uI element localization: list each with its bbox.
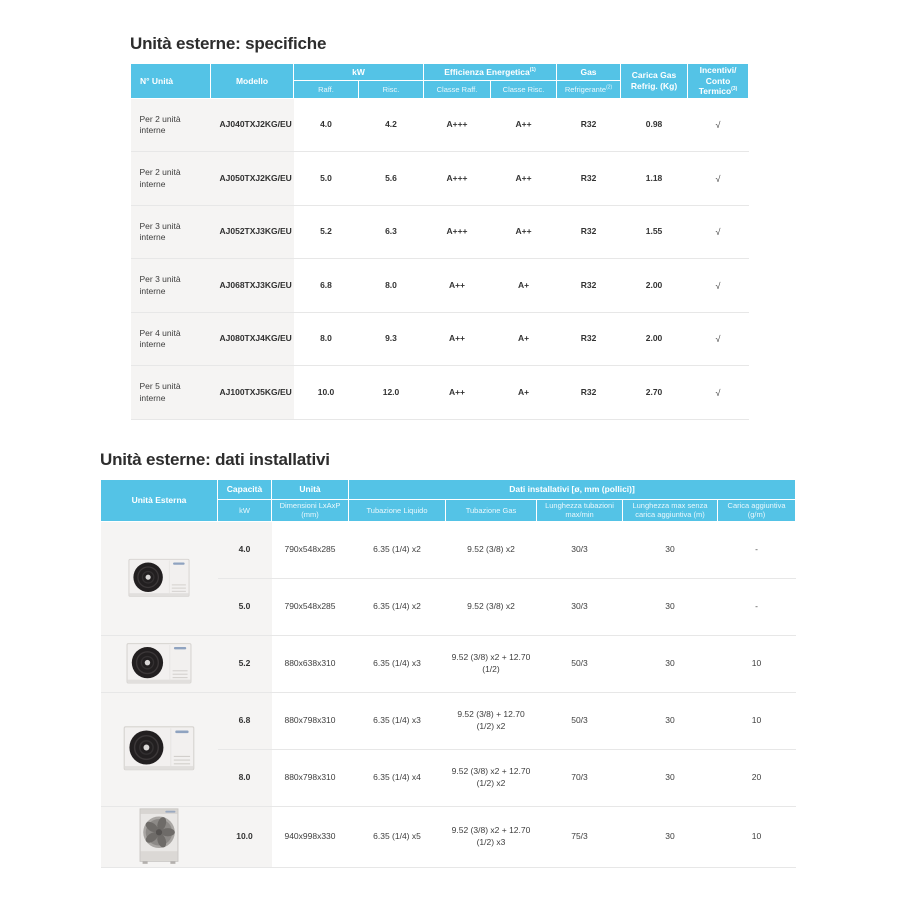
cell-dimensioni: 940x998x330 — [272, 806, 349, 867]
cell-risc: 6.3 — [359, 205, 424, 259]
cell-tubazione-gas: 9.52 (3/8) x2 + 12.70 (1/2) x3 — [446, 806, 537, 867]
cell-classe-raff: A+++ — [424, 205, 491, 259]
cell-carica: 0.98 — [621, 98, 688, 152]
cell-raff: 5.2 — [294, 205, 359, 259]
efficienza-footnote: (1) — [529, 67, 536, 74]
install-row — [101, 692, 796, 749]
spec-row — [131, 98, 749, 152]
cell-carica: 1.55 — [621, 205, 688, 259]
cell-carica-aggiuntiva: 10 — [718, 806, 796, 867]
cell-incentivi-check: √ — [688, 312, 749, 366]
cell-gas: R32 — [557, 98, 621, 152]
cell-carica-aggiuntiva: - — [718, 521, 796, 578]
cell-dimensioni: 790x548x285 — [272, 521, 349, 578]
cell-capacita: 5.2 — [218, 635, 272, 692]
cell-classe-raff: A+++ — [424, 98, 491, 152]
specs-col-modello: Modello — [211, 64, 294, 99]
specs-subcol-classe-risc: Classe Risc. — [491, 81, 557, 98]
cell-tubazione-gas: 9.52 (3/8) x2 + 12.70 (1/2) x2 — [446, 749, 537, 806]
cell-n-unita: Per 3 unità interne — [131, 205, 211, 259]
install-header — [101, 480, 796, 522]
cell-lunghezza-tubazioni: 50/3 — [537, 692, 623, 749]
install-row — [101, 521, 796, 578]
specs-table — [130, 63, 749, 420]
cell-gas: R32 — [557, 205, 621, 259]
cell-incentivi-check: √ — [688, 205, 749, 259]
cell-classe-raff: A++ — [424, 366, 491, 420]
install-section — [100, 450, 796, 868]
install-subcol-tubazione-gas: Tubazione Gas — [446, 500, 537, 522]
cell-classe-risc: A++ — [491, 98, 557, 152]
install-subcol-lunghezza-tubazioni: Lunghezza tubazioni max/min — [537, 500, 623, 522]
cell-tubazione-liquido: 6.35 (1/4) x4 — [349, 749, 446, 806]
cell-incentivi-check: √ — [688, 98, 749, 152]
install-subcol-tubazione-liquido: Tubazione Liquido — [349, 500, 446, 522]
install-subcol-dimensioni: Dimensioni LxAxP (mm) — [272, 500, 349, 522]
cell-lunghezza-max: 30 — [623, 521, 718, 578]
outdoor-unit-large-image — [101, 692, 218, 806]
cell-modello: AJ100TXJ5KG/EU — [211, 366, 294, 420]
cell-lunghezza-tubazioni: 50/3 — [537, 635, 623, 692]
cell-raff: 8.0 — [294, 312, 359, 366]
cell-carica: 2.00 — [621, 312, 688, 366]
cell-n-unita: Per 4 unità interne — [131, 312, 211, 366]
cell-classe-risc: A+ — [491, 312, 557, 366]
cell-lunghezza-tubazioni: 70/3 — [537, 749, 623, 806]
cell-raff: 10.0 — [294, 366, 359, 420]
cell-incentivi-check: √ — [688, 259, 749, 313]
cell-carica: 2.70 — [621, 366, 688, 420]
cell-modello: AJ040TXJ2KG/EU — [211, 98, 294, 152]
cell-tubazione-liquido: 6.35 (1/4) x3 — [349, 635, 446, 692]
cell-classe-raff: A+++ — [424, 152, 491, 206]
specs-subcol-raff: Raff. — [294, 81, 359, 98]
cell-lunghezza-max: 30 — [623, 749, 718, 806]
cell-incentivi-check: √ — [688, 366, 749, 420]
specs-col-kw: kW — [294, 64, 424, 81]
install-subcol-lunghezza-max: Lunghezza max senza carica aggiuntiva (m) — [623, 500, 718, 522]
cell-risc: 9.3 — [359, 312, 424, 366]
spec-row — [131, 152, 749, 206]
cell-modello: AJ050TXJ2KG/EU — [211, 152, 294, 206]
install-col-capacita: Capacità — [218, 480, 272, 500]
cell-lunghezza-tubazioni: 75/3 — [537, 806, 623, 867]
outdoor-unit-small-image — [101, 521, 218, 635]
install-col-dati-installativi: Dati installativi [ø, mm (pollici)] — [349, 480, 796, 500]
specs-col-efficienza: Efficienza Energetica$^{(1)}$ — [424, 64, 557, 81]
cell-tubazione-gas: 9.52 (3/8) x2 — [446, 521, 537, 578]
cell-carica-aggiuntiva: 10 — [718, 635, 796, 692]
install-subcol-carica-aggiuntiva: Carica aggiuntiva (g/m) — [718, 500, 796, 522]
install-col-unita-esterna: Unità Esterna — [101, 480, 218, 522]
cell-risc: 5.6 — [359, 152, 424, 206]
cell-gas: R32 — [557, 152, 621, 206]
cell-dimensioni: 790x548x285 — [272, 578, 349, 635]
refrigerante-footnote: (2) — [606, 84, 613, 91]
cell-carica-aggiuntiva: 20 — [718, 749, 796, 806]
install-title: Unità esterne: dati installativi — [100, 450, 330, 469]
spec-row — [131, 259, 749, 313]
install-table — [100, 479, 796, 868]
cell-lunghezza-max: 30 — [623, 578, 718, 635]
cell-gas: R32 — [557, 366, 621, 420]
cell-tubazione-gas: 9.52 (3/8) x2 + 12.70 (1/2) — [446, 635, 537, 692]
specs-subcol-risc: Risc. — [359, 81, 424, 98]
install-col-unita: Unità — [272, 480, 349, 500]
cell-modello: AJ080TXJ4KG/EU — [211, 312, 294, 366]
cell-n-unita: Per 2 unità interne — [131, 98, 211, 152]
spec-row — [131, 366, 749, 420]
outdoor-unit-xl-vertical-image — [101, 806, 218, 867]
specs-col-carica-gas: Carica Gas Refrig. (Kg) — [621, 64, 688, 99]
spec-row — [131, 312, 749, 366]
specs-header — [131, 64, 749, 99]
cell-classe-risc: A+ — [491, 366, 557, 420]
cell-tubazione-liquido: 6.35 (1/4) x3 — [349, 692, 446, 749]
cell-risc: 8.0 — [359, 259, 424, 313]
cell-n-unita: Per 2 unità interne — [131, 152, 211, 206]
cell-carica: 2.00 — [621, 259, 688, 313]
install-row — [101, 806, 796, 867]
specs-section — [130, 34, 749, 420]
cell-classe-raff: A++ — [424, 312, 491, 366]
cell-lunghezza-max: 30 — [623, 635, 718, 692]
cell-capacita: 6.8 — [218, 692, 272, 749]
cell-tubazione-liquido: 6.35 (1/4) x5 — [349, 806, 446, 867]
specs-col-n-unita: N° Unità — [131, 64, 211, 99]
cell-raff: 6.8 — [294, 259, 359, 313]
specs-col-gas: Gas — [557, 64, 621, 81]
cell-raff: 5.0 — [294, 152, 359, 206]
cell-modello: AJ052TXJ3KG/EU — [211, 205, 294, 259]
cell-capacita: 5.0 — [218, 578, 272, 635]
cell-risc: 12.0 — [359, 366, 424, 420]
cell-lunghezza-tubazioni: 30/3 — [537, 578, 623, 635]
cell-lunghezza-max: 30 — [623, 692, 718, 749]
cell-dimensioni: 880x798x310 — [272, 749, 349, 806]
incentivi-footnote: (3) — [731, 86, 738, 93]
cell-carica: 1.18 — [621, 152, 688, 206]
cell-classe-raff: A++ — [424, 259, 491, 313]
cell-tubazione-gas: 9.52 (3/8) + 12.70 (1/2) x2 — [446, 692, 537, 749]
cell-tubazione-liquido: 6.35 (1/4) x2 — [349, 521, 446, 578]
cell-gas: R32 — [557, 312, 621, 366]
cell-dimensioni: 880x798x310 — [272, 692, 349, 749]
cell-capacita: 10.0 — [218, 806, 272, 867]
specs-subcol-refrigerante: Refrigerante$^{(2)}$ — [557, 81, 621, 98]
cell-tubazione-liquido: 6.35 (1/4) x2 — [349, 578, 446, 635]
cell-classe-risc: A+ — [491, 259, 557, 313]
cell-classe-risc: A++ — [491, 152, 557, 206]
spec-row — [131, 205, 749, 259]
install-row — [101, 635, 796, 692]
cell-capacita: 4.0 — [218, 521, 272, 578]
cell-dimensioni: 880x638x310 — [272, 635, 349, 692]
cell-tubazione-gas: 9.52 (3/8) x2 — [446, 578, 537, 635]
specs-title: Unità esterne: specifiche — [130, 34, 327, 53]
cell-lunghezza-tubazioni: 30/3 — [537, 521, 623, 578]
cell-incentivi-check: √ — [688, 152, 749, 206]
outdoor-unit-medium-image — [101, 635, 218, 692]
cell-raff: 4.0 — [294, 98, 359, 152]
specs-subcol-classe-raff: Classe Raff. — [424, 81, 491, 98]
cell-lunghezza-max: 30 — [623, 806, 718, 867]
cell-capacita: 8.0 — [218, 749, 272, 806]
cell-n-unita: Per 3 unità interne — [131, 259, 211, 313]
cell-carica-aggiuntiva: 10 — [718, 692, 796, 749]
cell-gas: R32 — [557, 259, 621, 313]
cell-modello: AJ068TXJ3KG/EU — [211, 259, 294, 313]
install-subcol-kw: kW — [218, 500, 272, 522]
cell-n-unita: Per 5 unità interne — [131, 366, 211, 420]
specs-col-incentivi: Incentivi/ Conto Termico$^{(3)}$ — [688, 64, 749, 99]
cell-carica-aggiuntiva: - — [718, 578, 796, 635]
cell-classe-risc: A++ — [491, 205, 557, 259]
cell-risc: 4.2 — [359, 98, 424, 152]
